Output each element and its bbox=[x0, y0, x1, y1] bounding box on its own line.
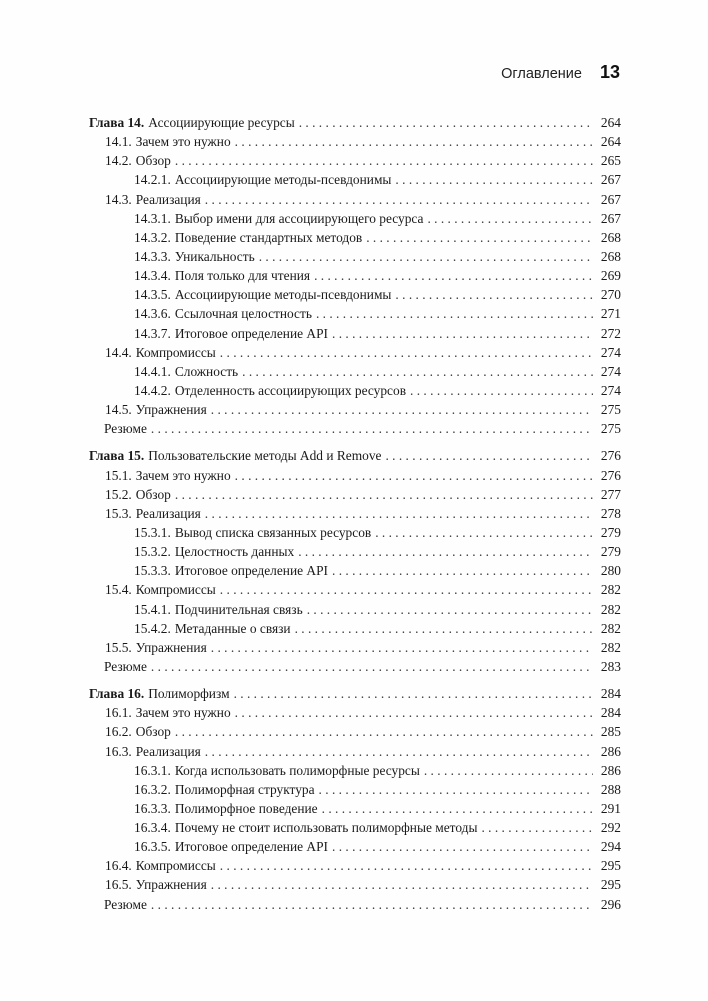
summary-entry bbox=[89, 419, 621, 438]
toc-entry bbox=[89, 561, 621, 580]
toc-entry bbox=[89, 362, 621, 381]
toc-entry bbox=[89, 523, 621, 542]
entry-page-number: 276 bbox=[600, 448, 621, 464]
toc-entry bbox=[89, 132, 621, 151]
dot-leader bbox=[395, 285, 593, 304]
dot-leader bbox=[235, 132, 593, 151]
entry-title: Обзор bbox=[135, 153, 171, 169]
entry-title: Компромиссы bbox=[135, 858, 216, 874]
toc-entry bbox=[89, 600, 621, 619]
dot-leader bbox=[151, 419, 593, 438]
entry-title: Упражнения bbox=[135, 402, 207, 418]
toc-entry bbox=[89, 799, 621, 818]
dot-leader bbox=[295, 619, 593, 638]
entry-page-number: 274 bbox=[600, 382, 621, 398]
entry-number: 14.4.1. bbox=[134, 363, 171, 379]
dot-leader bbox=[375, 523, 593, 542]
entry-number: 14.4. bbox=[105, 344, 132, 360]
entry-title: Подчинительная связь bbox=[174, 601, 303, 617]
entry-page-number: 274 bbox=[600, 344, 621, 360]
entry-title: Ассоциирующие ресурсы bbox=[148, 115, 295, 130]
entry-number: 16.3.2. bbox=[134, 781, 171, 797]
entry-number: Глава 15. bbox=[89, 448, 145, 464]
toc-entry bbox=[89, 837, 621, 856]
entry-number: 15.2. bbox=[105, 486, 132, 502]
entry-page-number: 265 bbox=[600, 153, 621, 169]
entry-page-number: 284 bbox=[600, 686, 621, 702]
entry-number: 14.3. bbox=[105, 191, 132, 207]
entry-page-number: 268 bbox=[600, 229, 621, 245]
entry-number: 16.3.1. bbox=[134, 762, 171, 778]
entry-number: 16.3.5. bbox=[134, 839, 171, 855]
toc-entry bbox=[89, 856, 621, 875]
dot-leader bbox=[307, 600, 593, 619]
entry-title: Полиморфное поведение bbox=[174, 800, 318, 816]
toc-entry bbox=[89, 209, 621, 228]
entry-title: Обзор bbox=[135, 486, 171, 502]
entry-number: 16.2. bbox=[105, 724, 132, 740]
entry-title: Полиморфная структура bbox=[174, 781, 315, 797]
dot-leader bbox=[175, 485, 593, 504]
entry-number: 15.5. bbox=[105, 639, 132, 655]
dot-leader bbox=[298, 542, 593, 561]
toc-entry bbox=[89, 875, 621, 894]
toc-entry bbox=[89, 504, 621, 523]
entry-number: 14.5. bbox=[105, 402, 132, 418]
dot-leader bbox=[481, 818, 593, 837]
entry-title: Итоговое определение API bbox=[174, 839, 329, 855]
entry-page-number: 278 bbox=[600, 505, 621, 521]
dot-leader bbox=[424, 761, 593, 780]
entry-title: Сложность bbox=[174, 363, 239, 379]
entry-title: Полиморфизм bbox=[148, 686, 230, 702]
chapter-block bbox=[89, 684, 621, 914]
entry-title: Ассоциирующие методы-псевдонимы bbox=[174, 172, 392, 188]
entry-title: Зачем это нужно bbox=[135, 467, 231, 483]
toc-entry bbox=[89, 304, 621, 323]
dot-leader bbox=[366, 228, 593, 247]
dot-leader bbox=[235, 466, 593, 485]
toc-entry bbox=[89, 638, 621, 657]
entry-title: Когда использовать полиморфные ресурсы bbox=[174, 762, 420, 778]
toc-entry bbox=[89, 324, 621, 343]
entry-number: Глава 16. bbox=[89, 686, 145, 702]
dot-leader bbox=[427, 209, 593, 228]
entry-title: Поля только для чтения bbox=[174, 268, 311, 284]
entry-page-number: 288 bbox=[600, 781, 621, 797]
entry-number: 15.3.2. bbox=[134, 544, 171, 560]
chapter-entry bbox=[89, 684, 621, 703]
toc-entry bbox=[89, 190, 621, 209]
running-header-title: Оглавление bbox=[501, 66, 582, 82]
toc-entry bbox=[89, 722, 621, 741]
entry-page-number: 275 bbox=[600, 421, 621, 437]
entry-page-number: 282 bbox=[600, 639, 621, 655]
dot-leader bbox=[211, 638, 593, 657]
dot-leader bbox=[211, 400, 593, 419]
entry-page-number: 282 bbox=[600, 620, 621, 636]
toc-entry bbox=[89, 485, 621, 504]
toc-entry bbox=[89, 742, 621, 761]
entry-title: Резюме bbox=[104, 658, 147, 674]
dot-leader bbox=[410, 381, 593, 400]
entry-page-number: 264 bbox=[600, 115, 621, 130]
entry-page-number: 268 bbox=[600, 248, 621, 264]
entry-number: 15.1. bbox=[105, 467, 132, 483]
dot-leader bbox=[151, 895, 593, 914]
dot-leader bbox=[259, 247, 593, 266]
entry-page-number: 296 bbox=[600, 896, 621, 912]
entry-number: 15.3. bbox=[105, 505, 132, 521]
toc-entry bbox=[89, 151, 621, 170]
dot-leader bbox=[151, 657, 593, 676]
entry-title: Пользовательские методы Add и Remove bbox=[148, 448, 382, 464]
entry-number: 16.5. bbox=[105, 877, 132, 893]
entry-number: 14.4.2. bbox=[134, 382, 171, 398]
entry-page-number: 285 bbox=[600, 724, 621, 740]
dot-leader bbox=[205, 190, 593, 209]
dot-leader bbox=[316, 304, 593, 323]
entry-title: Целостность данных bbox=[174, 544, 295, 560]
chapter-entry bbox=[89, 113, 621, 132]
entry-title: Упражнения bbox=[135, 639, 207, 655]
toc-entry bbox=[89, 228, 621, 247]
entry-title: Реализация bbox=[135, 743, 201, 759]
entry-title: Ассоциирующие методы-псевдонимы bbox=[174, 287, 392, 303]
entry-page-number: 279 bbox=[600, 544, 621, 560]
entry-page-number: 283 bbox=[600, 658, 621, 674]
entry-number: 15.4.2. bbox=[134, 620, 171, 636]
entry-page-number: 280 bbox=[600, 563, 621, 579]
entry-page-number: 295 bbox=[600, 858, 621, 874]
entry-page-number: 269 bbox=[600, 268, 621, 284]
dot-leader bbox=[385, 446, 593, 465]
dot-leader bbox=[332, 561, 593, 580]
entry-number: 14.3.3. bbox=[134, 248, 171, 264]
entry-title: Компромиссы bbox=[135, 582, 216, 598]
dot-leader bbox=[332, 837, 593, 856]
summary-entry bbox=[89, 657, 621, 676]
toc-entry bbox=[89, 619, 621, 638]
dot-leader bbox=[299, 113, 593, 132]
entry-page-number: 267 bbox=[600, 210, 621, 226]
dot-leader bbox=[314, 266, 593, 285]
entry-page-number: 282 bbox=[600, 601, 621, 617]
dot-leader bbox=[235, 703, 593, 722]
entry-title: Вывод списка связанных ресурсов bbox=[174, 524, 372, 540]
entry-title: Резюме bbox=[104, 896, 147, 912]
entry-title: Поведение стандартных методов bbox=[174, 229, 363, 245]
toc-entry bbox=[89, 466, 621, 485]
entry-number: 14.3.7. bbox=[134, 325, 171, 341]
entry-title: Отделенность ассоциирующих ресурсов bbox=[174, 382, 407, 398]
entry-page-number: 286 bbox=[600, 762, 621, 778]
entry-number: 15.3.1. bbox=[134, 524, 171, 540]
dot-leader bbox=[220, 343, 593, 362]
entry-number: 15.4. bbox=[105, 582, 132, 598]
dot-leader bbox=[220, 856, 593, 875]
entry-page-number: 267 bbox=[600, 191, 621, 207]
entry-page-number: 279 bbox=[600, 524, 621, 540]
entry-page-number: 276 bbox=[600, 467, 621, 483]
entry-title: Метаданные о связи bbox=[174, 620, 291, 636]
entry-title: Обзор bbox=[135, 724, 171, 740]
page-number: 13 bbox=[599, 62, 620, 82]
entry-page-number: 271 bbox=[600, 306, 621, 322]
entry-number: 14.3.1. bbox=[134, 210, 171, 226]
entry-number: 14.3.5. bbox=[134, 287, 171, 303]
dot-leader bbox=[322, 799, 593, 818]
dot-leader bbox=[395, 170, 593, 189]
dot-leader bbox=[175, 722, 593, 741]
toc-entry bbox=[89, 761, 621, 780]
toc-entry bbox=[89, 818, 621, 837]
entry-number: 14.2. bbox=[105, 153, 132, 169]
entry-number: 14.3.4. bbox=[134, 268, 171, 284]
entry-number: 15.3.3. bbox=[134, 563, 171, 579]
entry-page-number: 284 bbox=[600, 705, 621, 721]
entry-title: Упражнения bbox=[135, 877, 207, 893]
table-of-contents bbox=[89, 113, 621, 922]
toc-entry bbox=[89, 580, 621, 599]
entry-number: 14.3.6. bbox=[134, 306, 171, 322]
entry-title: Итоговое определение API bbox=[174, 563, 329, 579]
entry-page-number: 291 bbox=[600, 800, 621, 816]
dot-leader bbox=[332, 324, 593, 343]
chapter-block bbox=[89, 446, 621, 676]
entry-number: 16.3.4. bbox=[134, 820, 171, 836]
toc-entry bbox=[89, 170, 621, 189]
entry-number: 16.4. bbox=[105, 858, 132, 874]
entry-number: 14.2.1. bbox=[134, 172, 171, 188]
entry-title: Резюме bbox=[104, 421, 147, 437]
toc-entry bbox=[89, 285, 621, 304]
entry-page-number: 267 bbox=[600, 172, 621, 188]
entry-title: Зачем это нужно bbox=[135, 134, 231, 150]
toc-entry bbox=[89, 542, 621, 561]
summary-entry bbox=[89, 895, 621, 914]
entry-title: Почему не стоит использовать полиморфные методы bbox=[174, 820, 478, 836]
entry-page-number: 274 bbox=[600, 363, 621, 379]
entry-page-number: 277 bbox=[600, 486, 621, 502]
toc-entry bbox=[89, 343, 621, 362]
dot-leader bbox=[211, 875, 593, 894]
entry-page-number: 294 bbox=[600, 839, 621, 855]
entry-title: Уникальность bbox=[174, 248, 255, 264]
toc-entry bbox=[89, 266, 621, 285]
toc-entry bbox=[89, 381, 621, 400]
entry-title: Реализация bbox=[135, 191, 201, 207]
entry-title: Итоговое определение API bbox=[174, 325, 329, 341]
dot-leader bbox=[242, 362, 593, 381]
entry-number: 16.3.3. bbox=[134, 800, 171, 816]
toc-entry bbox=[89, 247, 621, 266]
toc-entry bbox=[89, 400, 621, 419]
entry-page-number: 282 bbox=[600, 582, 621, 598]
running-header bbox=[501, 62, 620, 83]
entry-number: 16.3. bbox=[105, 743, 132, 759]
dot-leader bbox=[319, 780, 593, 799]
entry-number: 14.3.2. bbox=[134, 229, 171, 245]
entry-title: Реализация bbox=[135, 505, 201, 521]
entry-title: Выбор имени для ассоциирующего ресурса bbox=[174, 210, 424, 226]
entry-page-number: 292 bbox=[600, 820, 621, 836]
entry-title: Зачем это нужно bbox=[135, 705, 231, 721]
entry-title: Ссылочная целостность bbox=[174, 306, 312, 322]
chapter-entry bbox=[89, 446, 621, 465]
entry-number: 14.1. bbox=[105, 134, 132, 150]
entry-number: 15.4.1. bbox=[134, 601, 171, 617]
dot-leader bbox=[205, 504, 593, 523]
entry-number: Глава 14. bbox=[89, 115, 145, 130]
dot-leader bbox=[234, 684, 593, 703]
dot-leader bbox=[220, 580, 593, 599]
chapter-block bbox=[89, 113, 621, 438]
entry-page-number: 264 bbox=[600, 134, 621, 150]
toc-entry bbox=[89, 780, 621, 799]
entry-page-number: 272 bbox=[600, 325, 621, 341]
entry-title: Компромиссы bbox=[135, 344, 216, 360]
dot-leader bbox=[205, 742, 593, 761]
toc-entry bbox=[89, 703, 621, 722]
entry-page-number: 286 bbox=[600, 743, 621, 759]
dot-leader bbox=[175, 151, 593, 170]
entry-page-number: 275 bbox=[600, 402, 621, 418]
entry-page-number: 295 bbox=[600, 877, 621, 893]
entry-page-number: 270 bbox=[600, 287, 621, 303]
entry-number: 16.1. bbox=[105, 705, 132, 721]
